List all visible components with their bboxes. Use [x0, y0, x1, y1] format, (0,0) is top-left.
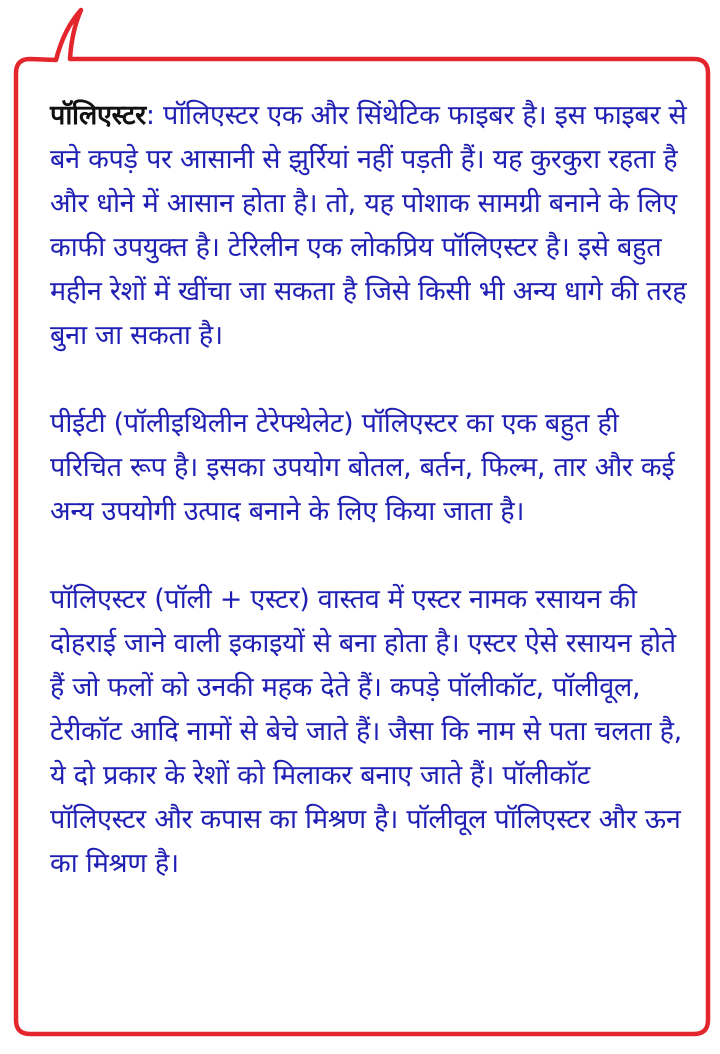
paragraph-pet	[50, 402, 690, 534]
term-separator: :	[145, 100, 164, 131]
paragraph-polyester-definition	[50, 94, 690, 358]
paragraph-text: पीईटी (पॉलीइथिलीन टेरेफ्थेलेट) पॉलिएस्टर का एक बहुत ही परिचित रूप है। इसका उपयोग बोतल, बर्तन, फिल्म, तार और कई अन्य उपयोगी उत्पाद बनाने के लिए किया जाता है।	[50, 408, 675, 527]
term-polyester: पॉलिएस्टर	[50, 100, 146, 131]
content-text	[50, 94, 690, 886]
paragraph-poly-ester	[50, 578, 690, 886]
paragraph-text: पॉलिएस्टर (पॉली + एस्टर) वास्तव में एस्टर नामक रसायन की दोहराई जाने वाली इकाइयों से बना होता है। एस्टर ऐसे रसायन होते हैं जो फलों को उनकी महक देते हैं। कपड़े पॉलीकॉट, पॉलीवूल, टेरीकॉट आदि नामों से बेचे जाते हैं। जैसा कि नाम से पता चलता है, ये दो प्रकार के रेशों को मिलाकर बनाए जाते हैं। पॉलीकॉट पॉलिएस्टर और कपास का मिश्रण है। पॉलीवूल पॉलिएस्टर और ऊन का मिश्रण है।	[50, 584, 682, 879]
paragraph-text: पॉलिएस्टर एक और सिंथेटिक फाइबर है। इस फाइबर से बने कपड़े पर आसानी से झुर्रियां नहीं पड़ती हैं। यह कुरकुरा रहता है और धोने में आसान होता है। तो, यह पोशाक सामग्री बनाने के लिए काफी उपयुक्त है। टेरिलीन एक लोकप्रिय पॉलिएस्टर है। इसे बहुत महीन रेशों में खींचा जा सकता है जिसे किसी भी अन्य धागे की तरह बुना जा सकता है।	[50, 100, 687, 351]
